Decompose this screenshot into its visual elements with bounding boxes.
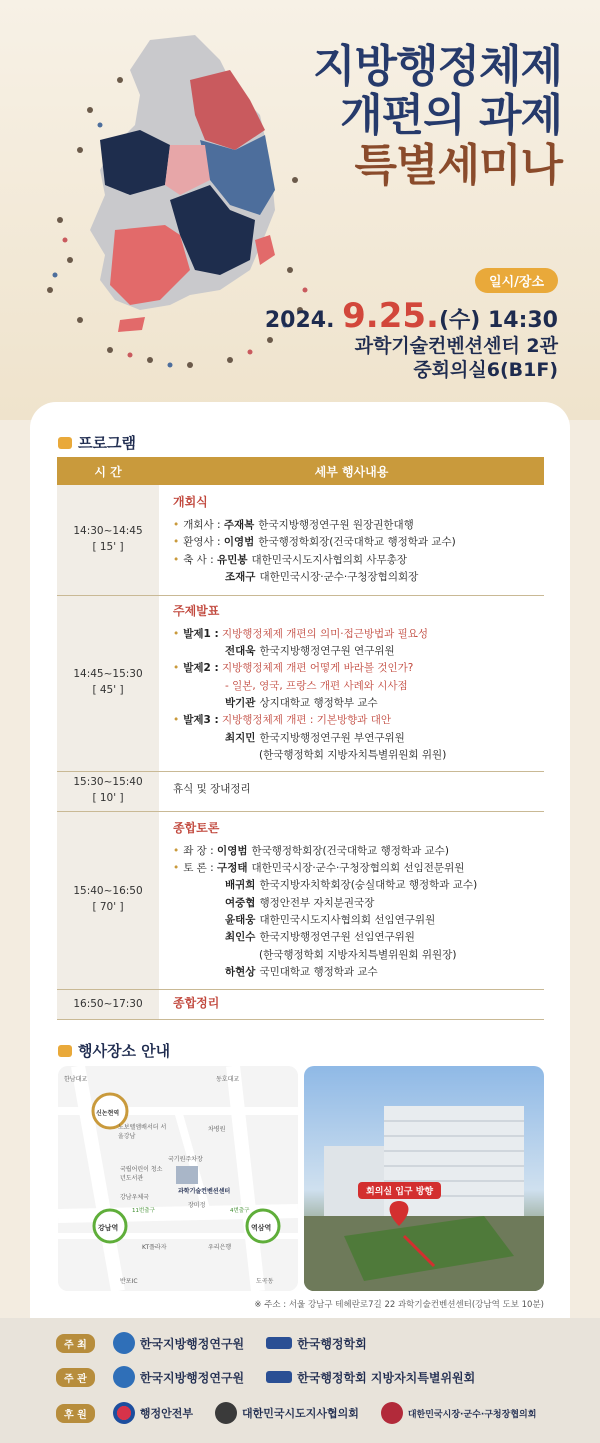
map-label-exit-4: 4번출구 (230, 1208, 250, 1214)
taegeuk-logo-icon (113, 1402, 135, 1424)
org-krila: 한국지방행정연구원 (113, 1332, 244, 1354)
time-cell: 14:30~14:45 [ 15' ] (57, 485, 159, 595)
organizer-row (56, 1366, 497, 1388)
table-row (57, 595, 544, 771)
org-mois: 행정안전부 (113, 1402, 193, 1424)
col-detail-header: 세부 행사내용 (159, 457, 544, 485)
organizer-tag: 주 관 (56, 1368, 95, 1387)
program-heading: 프로그램 (58, 432, 136, 453)
krila-logo-icon (113, 1366, 135, 1388)
location-media (58, 1066, 544, 1291)
map-label-sinnonhyeon: 신논현역 (96, 1110, 120, 1117)
table-row (57, 771, 544, 811)
date-day: 9.25. (342, 296, 439, 336)
time-cell: 15:30~15:40 [ 10' ] (57, 771, 159, 811)
map-label-bank: 우리은행 (208, 1244, 232, 1251)
detail-cell: 휴식 및 장내정리 (159, 771, 544, 811)
map-label-novotel: 노보텔앰배서더 서울강남 (118, 1124, 167, 1140)
map-label-kt: KT플라자 (142, 1244, 167, 1251)
korea-map-illustration (20, 20, 320, 410)
map-label-hannam: 한남대교 (64, 1076, 88, 1083)
sponsor-row (56, 1402, 558, 1424)
col-time-header: 시 간 (57, 457, 159, 485)
map-label-jangmi: 장미정 (188, 1202, 206, 1209)
detail-cell: 주제발표 • 발제1 : 지방행정체제 개편의 의미·접근방법과 필요성 전대욱 한국지방행정연구원 연구위원 • 발제2 : 지방행정체제 개편 어떻게 바라볼 것인가? - 일본, 영국, 프랑스 개편 사례와 시사점 박기관 상지대학교 행정학부 교수 • 발제3 : 지방행정체제 개편 : 기본방향과 대안 최지민 한국지방행정연구원 부연구위원 (한국행정학회 지방자치특별위원회 위원) (159, 595, 544, 771)
chat-icon (58, 437, 72, 449)
table-row (57, 989, 544, 1020)
content-card (30, 402, 570, 1402)
map-label-exit-11: 11번출구 (132, 1208, 155, 1214)
program-table (57, 457, 544, 1020)
map-label-yeoksam: 역삼역 (251, 1224, 272, 1232)
krila-logo-icon (113, 1332, 135, 1354)
host-tag: 주 최 (56, 1334, 95, 1353)
detail-cell: 종합정리 (159, 989, 544, 1020)
org-kapa-committee: 한국행정학회 지방자치특별위원회 (266, 1369, 475, 1386)
org-namk: 대한민국시장·군수·구청장협의회 (381, 1402, 537, 1424)
time-cell: 16:50~17:30 (57, 989, 159, 1020)
event-title (313, 42, 562, 190)
title-line-3: 특별세미나 (354, 139, 562, 191)
map-label-banpo: 반포IC (120, 1278, 138, 1285)
host-row (56, 1332, 389, 1354)
kapa-logo-icon (266, 1371, 292, 1383)
map-label-venue: 과학기술컨벤션센터 (178, 1188, 231, 1195)
map-label-dogok: 도곡동 (256, 1278, 274, 1285)
schedule-badge: 일시/장소 (475, 268, 558, 293)
map-roads (58, 1066, 298, 1291)
venue-line-2: 중회의실6(B1F) (413, 358, 558, 381)
kapa-logo-icon (266, 1337, 292, 1349)
map-label-post: 강남우체국 (120, 1194, 149, 1201)
venue-line-1: 과학기술컨벤션센터 2관 (354, 335, 558, 357)
org-gaok: 대한민국시도지사협의회 (215, 1402, 359, 1424)
map-label-gangnam: 강남역 (98, 1224, 119, 1232)
map-label-hospital: 차병원 (208, 1126, 226, 1133)
table-row (57, 811, 544, 989)
hero-banner (0, 0, 600, 420)
map-label-dongho: 동호대교 (216, 1076, 240, 1083)
namk-logo-icon (381, 1402, 403, 1424)
detail-cell: 종합토론 • 좌 장 : 이영범 한국행정학회장(건국대학교 행정학과 교수) • 토 론 : 구정태 대한민국시장·군수·구청장협의회 선임전문위원 배귀희 한국지방자치학회장(숭실대학교 행정학과 교수) 여중협 행정안전부 자치분권국장 윤태웅 대한민국시도지사협의회 선임연구위원 최인수 한국지방행정연구원 선임연구위원 (한국행정학회 지방자치특별위원회 위원장) 하현상 국민대학교 행정학과 교수 (159, 811, 544, 989)
footer (0, 1318, 600, 1443)
date-prefix: 2024. (264, 308, 335, 333)
building-illustration (304, 1066, 544, 1291)
gaok-logo-icon (215, 1402, 237, 1424)
org-kapa: 한국행정학회 (266, 1335, 367, 1352)
title-line-1: 지방행정체제 (312, 41, 562, 92)
building-icon (58, 1045, 72, 1057)
event-date (265, 296, 558, 336)
time-cell: 15:40~16:50 [ 70' ] (57, 811, 159, 989)
entrance-label: 회의실 입구 방향 (358, 1182, 441, 1199)
date-suffix: (수) 14:30 (438, 308, 558, 333)
venue-photo (304, 1066, 544, 1291)
title-line-2: 개편의 과제 (340, 90, 562, 142)
org-krila: 한국지방행정연구원 (113, 1366, 244, 1388)
detail-cell: 개회식 • 개회사 : 주재복 한국지방행정연구원 원장권한대행 • 환영사 : 이영범 한국행정학회장(건국대학교 행정학과 교수) • 축 사 : 유민봉 대한민국시도지사협의회 사무총장 조재구 대한민국시장·군수·구청장협의회장 (159, 485, 544, 595)
map-label-parking: 국기원주차장 (168, 1156, 203, 1163)
location-heading: 행사장소 안내 (58, 1040, 170, 1061)
time-cell: 14:45~15:30 [ 45' ] (57, 595, 159, 771)
venue-address: ※ 주소 : 서울 강남구 테헤란로7길 22 과학기술컨벤션센터(강남역 도보 10분) (254, 1300, 544, 1310)
sponsor-tag: 후 원 (56, 1404, 95, 1423)
event-venue (355, 335, 558, 383)
map-label-library: 국립어린이 청소년도서관 (120, 1166, 163, 1182)
table-row (57, 485, 544, 595)
location-map[interactable] (58, 1066, 298, 1291)
